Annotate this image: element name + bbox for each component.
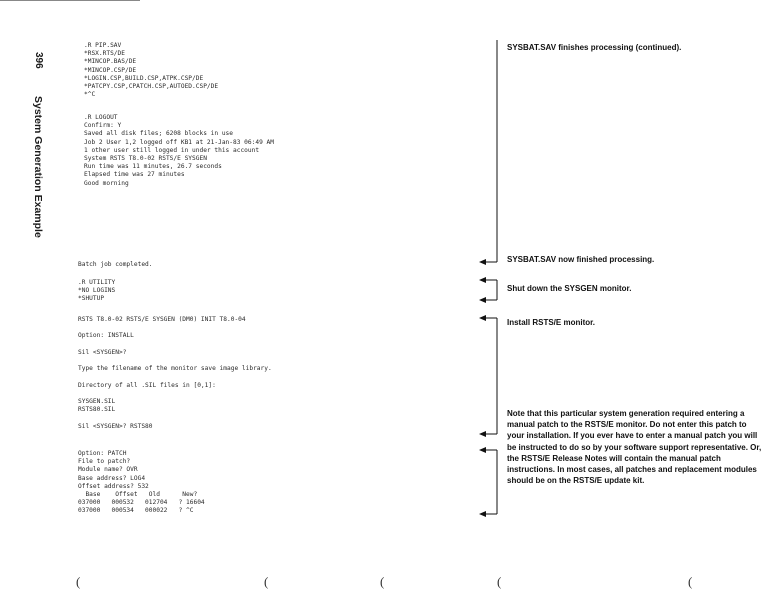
arrowhead-3a xyxy=(479,315,486,321)
binding-mark-5: ( xyxy=(688,574,693,589)
binding-mark-2: ( xyxy=(264,574,269,589)
annotation-sysbat-continued: SYSBAT.SAV finishes processing (continued). xyxy=(507,43,682,52)
running-title: System Generation Example xyxy=(32,96,44,238)
arrowhead-4b xyxy=(479,511,486,517)
terminal-block-logout: .R LOGOUT Confirm: Y Saved all disk files; 6208 blocks in use Job 2 User 1,2 logged off KB1 at 21-Jan-83 06:49 AM 1 other user still logged in under this account System RSTS T8.0-02 RSTS/E SYSGEN Run time was 11 minutes, 26.7 seconds Elapsed time was 27 minutes Good morning xyxy=(84,114,274,187)
terminal-block-patch: Option: PATCH File to patch? Module name? OVR Base address? LOG4 Offset address? 532 Base Offset Old New? 037000 000532 012704 ? 16604 037000 000534 000022 ? ^C xyxy=(78,450,205,515)
binding-mark-3: ( xyxy=(380,574,385,589)
binding-mark-1: ( xyxy=(76,574,81,589)
annotation-shutdown: Shut down the SYSGEN monitor. xyxy=(507,284,632,293)
arrowhead-2a xyxy=(479,277,486,283)
binding-mark-4: ( xyxy=(497,574,502,589)
page-number: 396 xyxy=(33,52,44,69)
arrowhead-4a xyxy=(479,447,486,453)
arrowhead-1 xyxy=(479,259,486,265)
annotation-sysbat-finished: SYSBAT.SAV now finished processing. xyxy=(507,255,655,264)
annotation-install: Install RSTS/E monitor. xyxy=(507,318,596,327)
arrowhead-3b xyxy=(479,431,486,437)
annotation-manual-patch: Note that this particular system generation required entering a manual patch to the RSTS/E monitor. Do not enter this patch to your installation. If you ever have to enter a manual patch you will be instructed to do so by your software support representative. Or, the RSTS/E Release Notes will contain the manual patch instructions. In most cases, all patches and replacement modules should be on the RSTS/E update kit. xyxy=(507,409,762,486)
terminal-block-utility: .R UTILITY *NO LOGINS *SHUTUP xyxy=(78,279,116,303)
arrowhead-2b xyxy=(479,297,486,303)
terminal-block-batch: Batch job completed. xyxy=(78,261,153,268)
terminal-block-install: RSTS T8.0-02 RSTS/E SYSGEN (DM0) INIT T8.0-04 Option: INSTALL Sil <SYSGEN>? Type the filename of the monitor save image library. Directory of all .SIL files in [0,1]: SYSGEN.SIL RSTS80.SIL Sil <SYSGEN>? RSTS80 xyxy=(78,316,272,430)
terminal-block-pip: .R PIP.SAV *RSX.RTS/DE *MINCOP.BAS/DE *MINCOP.CSP/DE *LOGIN.CSP,BUILD.CSP,ATPK.CSP/DE *PATCPY.CSP,CPATCH.CSP,AUTOED.CSP/DE *^C xyxy=(84,42,219,99)
